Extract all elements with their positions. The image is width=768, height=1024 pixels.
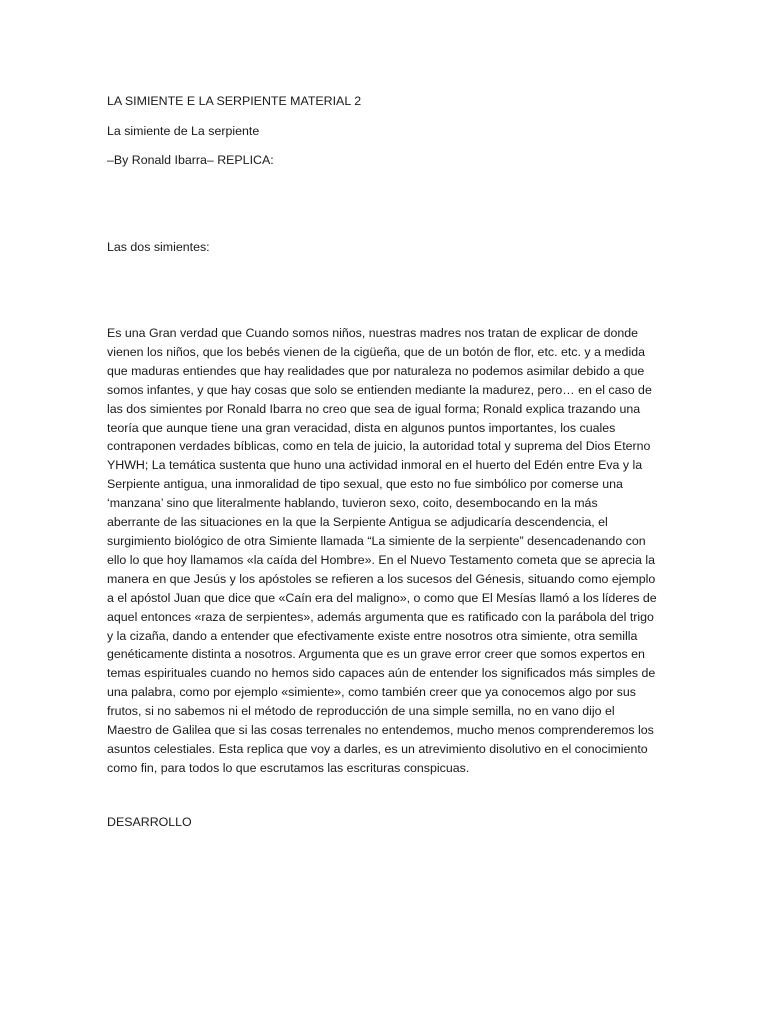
paragraph-line: aberrante de las situaciones en la que la Serpiente Antigua se adjudicaría descendencia, el xyxy=(107,515,608,530)
development-heading: DESARROLLO xyxy=(107,815,192,829)
paragraph-line: YHWH; La temática sustenta que huno una actividad inmoral en el huerto del Edén entre Eva y la xyxy=(107,458,643,473)
paragraph-line: vienen los niños, que los bebés vienen de la cigüeña, que de un botón de flor, etc. etc. y a medida xyxy=(107,344,645,359)
section-heading: Las dos simientes: xyxy=(107,240,210,254)
paragraph-line: que maduras entiendes que hay realidades que por naturaleza no podemos asimilar debido a que xyxy=(107,363,645,378)
paragraph-line: Es una Gran verdad que Cuando somos niños, nuestras madres nos tratan de explicar de donde xyxy=(107,326,639,340)
paragraph-line: somos infantes, y que hay cosas que solo se entienden mediante la madurez, pero… en el caso de xyxy=(107,382,652,397)
paragraph-line: una palabra, como por ejemplo «simiente», como también creer que ya conocemos algo por sus xyxy=(107,685,636,700)
document-byline: –By Ronald Ibarra– REPLICA: xyxy=(107,153,274,167)
paragraph-line: temas espirituales cuando no hemos sido capaces aún de entender los significados más simples de xyxy=(107,666,656,681)
paragraph-line: Maestro de Galilea que si las cosas terrenales no entendemos, mucho menos comprenderemos los xyxy=(107,723,654,738)
paragraph-line: genéticamente distinta a nosotros. Argumenta que es un grave error creer que somos expertos en xyxy=(107,647,645,662)
paragraph-line: contraponen verdades bíblicas, como en tela de juicio, la autoridad total y suprema del Dios Eterno xyxy=(107,439,651,454)
paragraph-line: como fin, para todos lo que escrutamos las escrituras conspicuas. xyxy=(107,760,470,775)
paragraph-line: teoría que aunque tiene una gran veracidad, dista en algunos puntos importantes, los cuales xyxy=(107,420,616,435)
paragraph-line: ello lo que hoy llamamos «la caída del Hombre». En el Nuevo Testamento cometa que se aprecia la xyxy=(107,552,656,567)
paragraph-line: asuntos celestiales. Esta replica que voy a darles, es un atrevimiento disolutivo en el conocimiento xyxy=(107,741,648,756)
paragraph-line: manera en que Jesús y los apóstoles se refieren a los sucesos del Génesis, situando como ejemplo xyxy=(107,571,656,586)
document-title: LA SIMIENTE E LA SERPIENTE MATERIAL 2 xyxy=(107,94,362,108)
paragraph-line: frutos, si no sabemos ni el método de reproducción de una simple semilla, no en vano dijo el xyxy=(107,704,615,719)
paragraph-line: las dos simientes por Ronald Ibarra no creo que sea de igual forma; Ronald explica trazando una xyxy=(107,401,641,416)
paragraph-line: aquel entonces «raza de serpientes», además argumenta que es ratificado con la parábola del trigo xyxy=(107,609,654,624)
paragraph-line: Serpiente antigua, una inmoralidad de tipo sexual, que esto no fue simbólico por comerse una xyxy=(107,477,623,492)
document-subtitle: La simiente de La serpiente xyxy=(107,124,260,138)
paragraph-line: ‘manzana’ sino que literalmente hablando, tuvieron sexo, coito, desembocando en la más xyxy=(107,496,598,511)
paragraph-line: a el apóstol Juan que dice que «Caín era del maligno», o como que El Mesías llamó a los líderes de xyxy=(107,590,657,605)
paragraph-line: y la cizaña, dando a entender que efectivamente existe entre nosotros otra simiente, otra semilla xyxy=(107,628,638,643)
body-paragraph xyxy=(107,324,667,778)
paragraph-line: surgimiento biológico de otra Simiente llamada “La simiente de la serpiente” desencadenando con xyxy=(107,533,646,548)
